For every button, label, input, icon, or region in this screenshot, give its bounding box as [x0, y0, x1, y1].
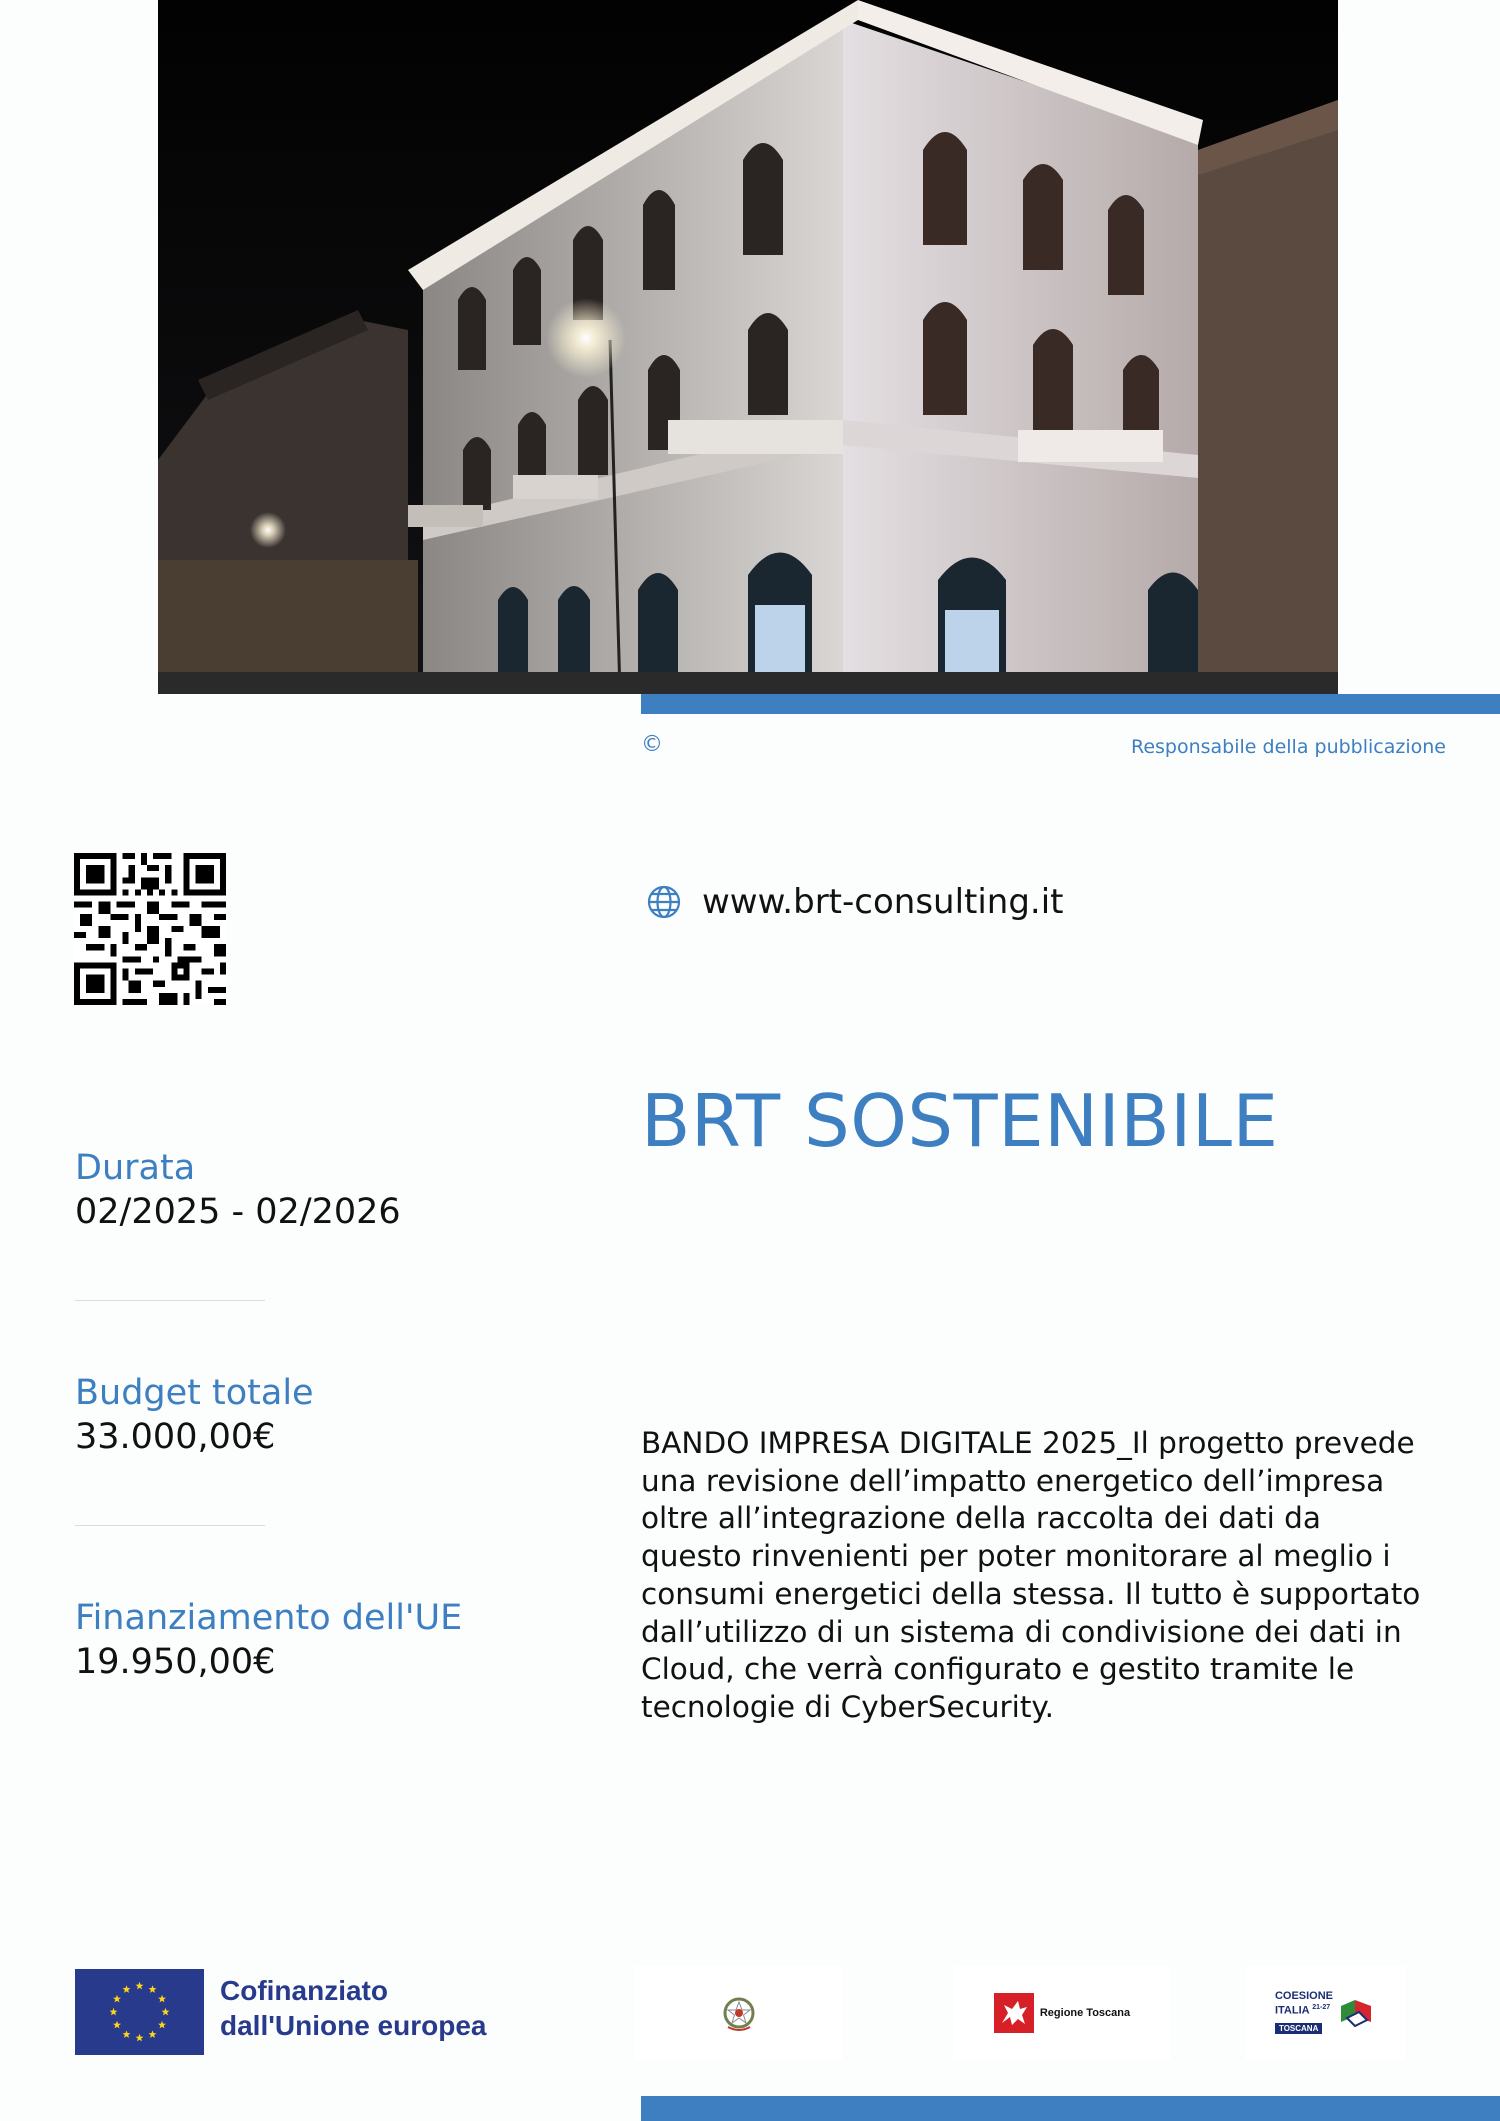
eu-cofunded-text [220, 1973, 486, 2043]
coesione-text-line-2 [1275, 2002, 1333, 2017]
regione-toscana-logo [953, 1966, 1171, 2060]
coesione-years: 21-27 [1312, 2003, 1331, 2011]
divider [75, 1525, 265, 1526]
partner-logos [635, 1966, 1405, 2060]
building-photo-illustration [158, 0, 1338, 694]
italian-emblem-icon [722, 1993, 756, 2033]
coesione-cube-icon [1337, 1994, 1375, 2032]
building-photo [158, 0, 1338, 694]
divider [75, 1300, 265, 1301]
eu-flag-icon [75, 1969, 204, 2055]
coesione-italia-word: ITALIA [1274, 2004, 1310, 2017]
qr-code-graphic [74, 853, 226, 1005]
duration-label: Durata [75, 1148, 196, 1188]
coesione-region: TOSCANA [1275, 2023, 1322, 2034]
budget-value: 33.000,00€ [75, 1417, 276, 1457]
responsabile-label: Responsabile della pubblicazione [1130, 736, 1446, 758]
eu-flag-logo [75, 1969, 204, 2055]
regione-toscana-text: Regione Toscana [1039, 2007, 1131, 2019]
eu-funding-block [75, 1596, 535, 1684]
coesione-text-line-1: COESIONE [1274, 1989, 1334, 2002]
eu-text-line-2: dall'Unione europea [220, 2010, 487, 2041]
accent-bar-bottom [641, 2096, 1500, 2121]
project-description: BANDO IMPRESA DIGITALE 2025_Il progetto prevede una revisione dell’impatto energetico dell’impresa oltre all’integrazione della raccolta dei dati da questo rinvenienti per poter monitorare al meglio i consumi energetici della stessa. Il tutto è supportato dall’utilizzo di un sistema di condivisione dei dati in Cloud, che verrà configurato e gestito tramite le tecnologie di CyberSecurity. [641, 1426, 1421, 1724]
pegasus-icon [994, 1993, 1034, 2033]
copyright-symbol: © [641, 732, 663, 757]
qr-code[interactable] [74, 853, 226, 1005]
budget-block [75, 1371, 535, 1459]
eu-funding-label: Finanziamento dell'UE [75, 1598, 463, 1638]
project-title: BRT SOSTENIBILE [641, 1079, 1279, 1163]
coesione-italia-logo [1245, 1966, 1405, 2060]
website-row[interactable] [646, 882, 1064, 922]
duration-value: 02/2025 - 02/2026 [75, 1192, 401, 1232]
italian-republic-logo [635, 1966, 843, 2060]
website-link[interactable]: www.brt-consulting.it [702, 882, 1064, 922]
accent-bar-top [641, 694, 1500, 714]
budget-label: Budget totale [75, 1373, 314, 1413]
duration-block [75, 1146, 535, 1234]
eu-text-line-1: Cofinanziato [220, 1975, 388, 2006]
globe-icon [646, 884, 682, 920]
eu-funding-value: 19.950,00€ [75, 1642, 276, 1682]
